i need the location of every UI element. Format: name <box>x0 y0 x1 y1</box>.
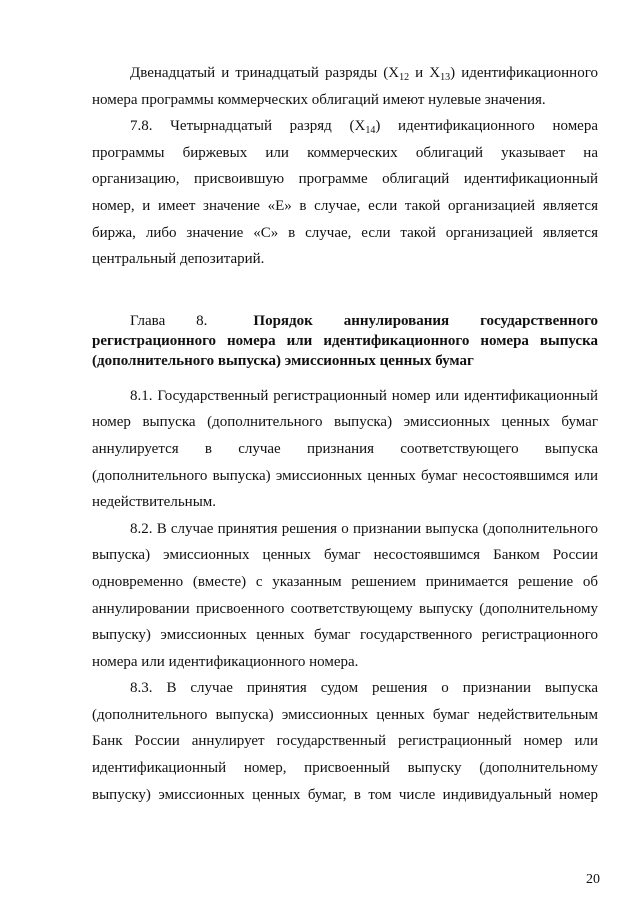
paragraph-x12-x13: Двенадцатый и тринадцатый разряды ($X_{12}$ и $X_{13}$) идентификационного номера программы коммерческих облигаций имеют нулевые значения. <box>92 65 598 108</box>
clause-8-1: 8.1. Государственный регистрационный номер или идентификационный номер выпуска (дополнительного выпуска) эмиссионных ценных бумаг аннулируется в случае признания соответствующего выпуска (дополнительного выпуска) эмиссионных ценных бумаг несостоявшимся или недействительным. <box>92 387 598 511</box>
page-body <box>92 60 598 808</box>
chapter-title: Порядок аннулирования государственного регистрационного номера или идентификационного номера выпуска (дополнительного выпуска) эмиссионных ценных бумаг <box>92 312 599 369</box>
chapter-8-heading <box>92 311 598 371</box>
clause-8-2: 8.2. В случае принятия решения о признании выпуска (дополнительного выпуска) эмиссионных ценных бумаг несостоявшимся Банком России одновременно (вместе) с указанным решением принимается решение об аннулировании присвоенного соответствующему выпуску (дополнительному выпуску) эмиссионных ценных бумаг государственного регистрационного номера или идентификационного номера. <box>92 520 598 670</box>
page-number: 20 <box>586 872 600 887</box>
chapter-number: Глава 8. <box>130 312 223 329</box>
clause-8-3: 8.3. В случае принятия судом решения о признании выпуска (дополнительного выпуска) эмиссионных ценных бумаг недействительным Банк России аннулирует государственный регистрационный номер или идентификационный номер, присвоенный выпуску (дополнительному выпуску) эмиссионных ценных бумаг, в том числе индивидуальный номер <box>92 680 598 803</box>
clause-7-8: 7.8. Четырнадцатый разряд $(X_{14})$ идентификационного номера программы биржевых или коммерческих облигаций указывает на организацию, присвоившую программе облигаций идентификационный номер, и имеет значение «Е» в случае, если такой организацией является биржа, либо значение «С» в случае, если такой организацией является центральный депозитарий. <box>92 118 598 268</box>
